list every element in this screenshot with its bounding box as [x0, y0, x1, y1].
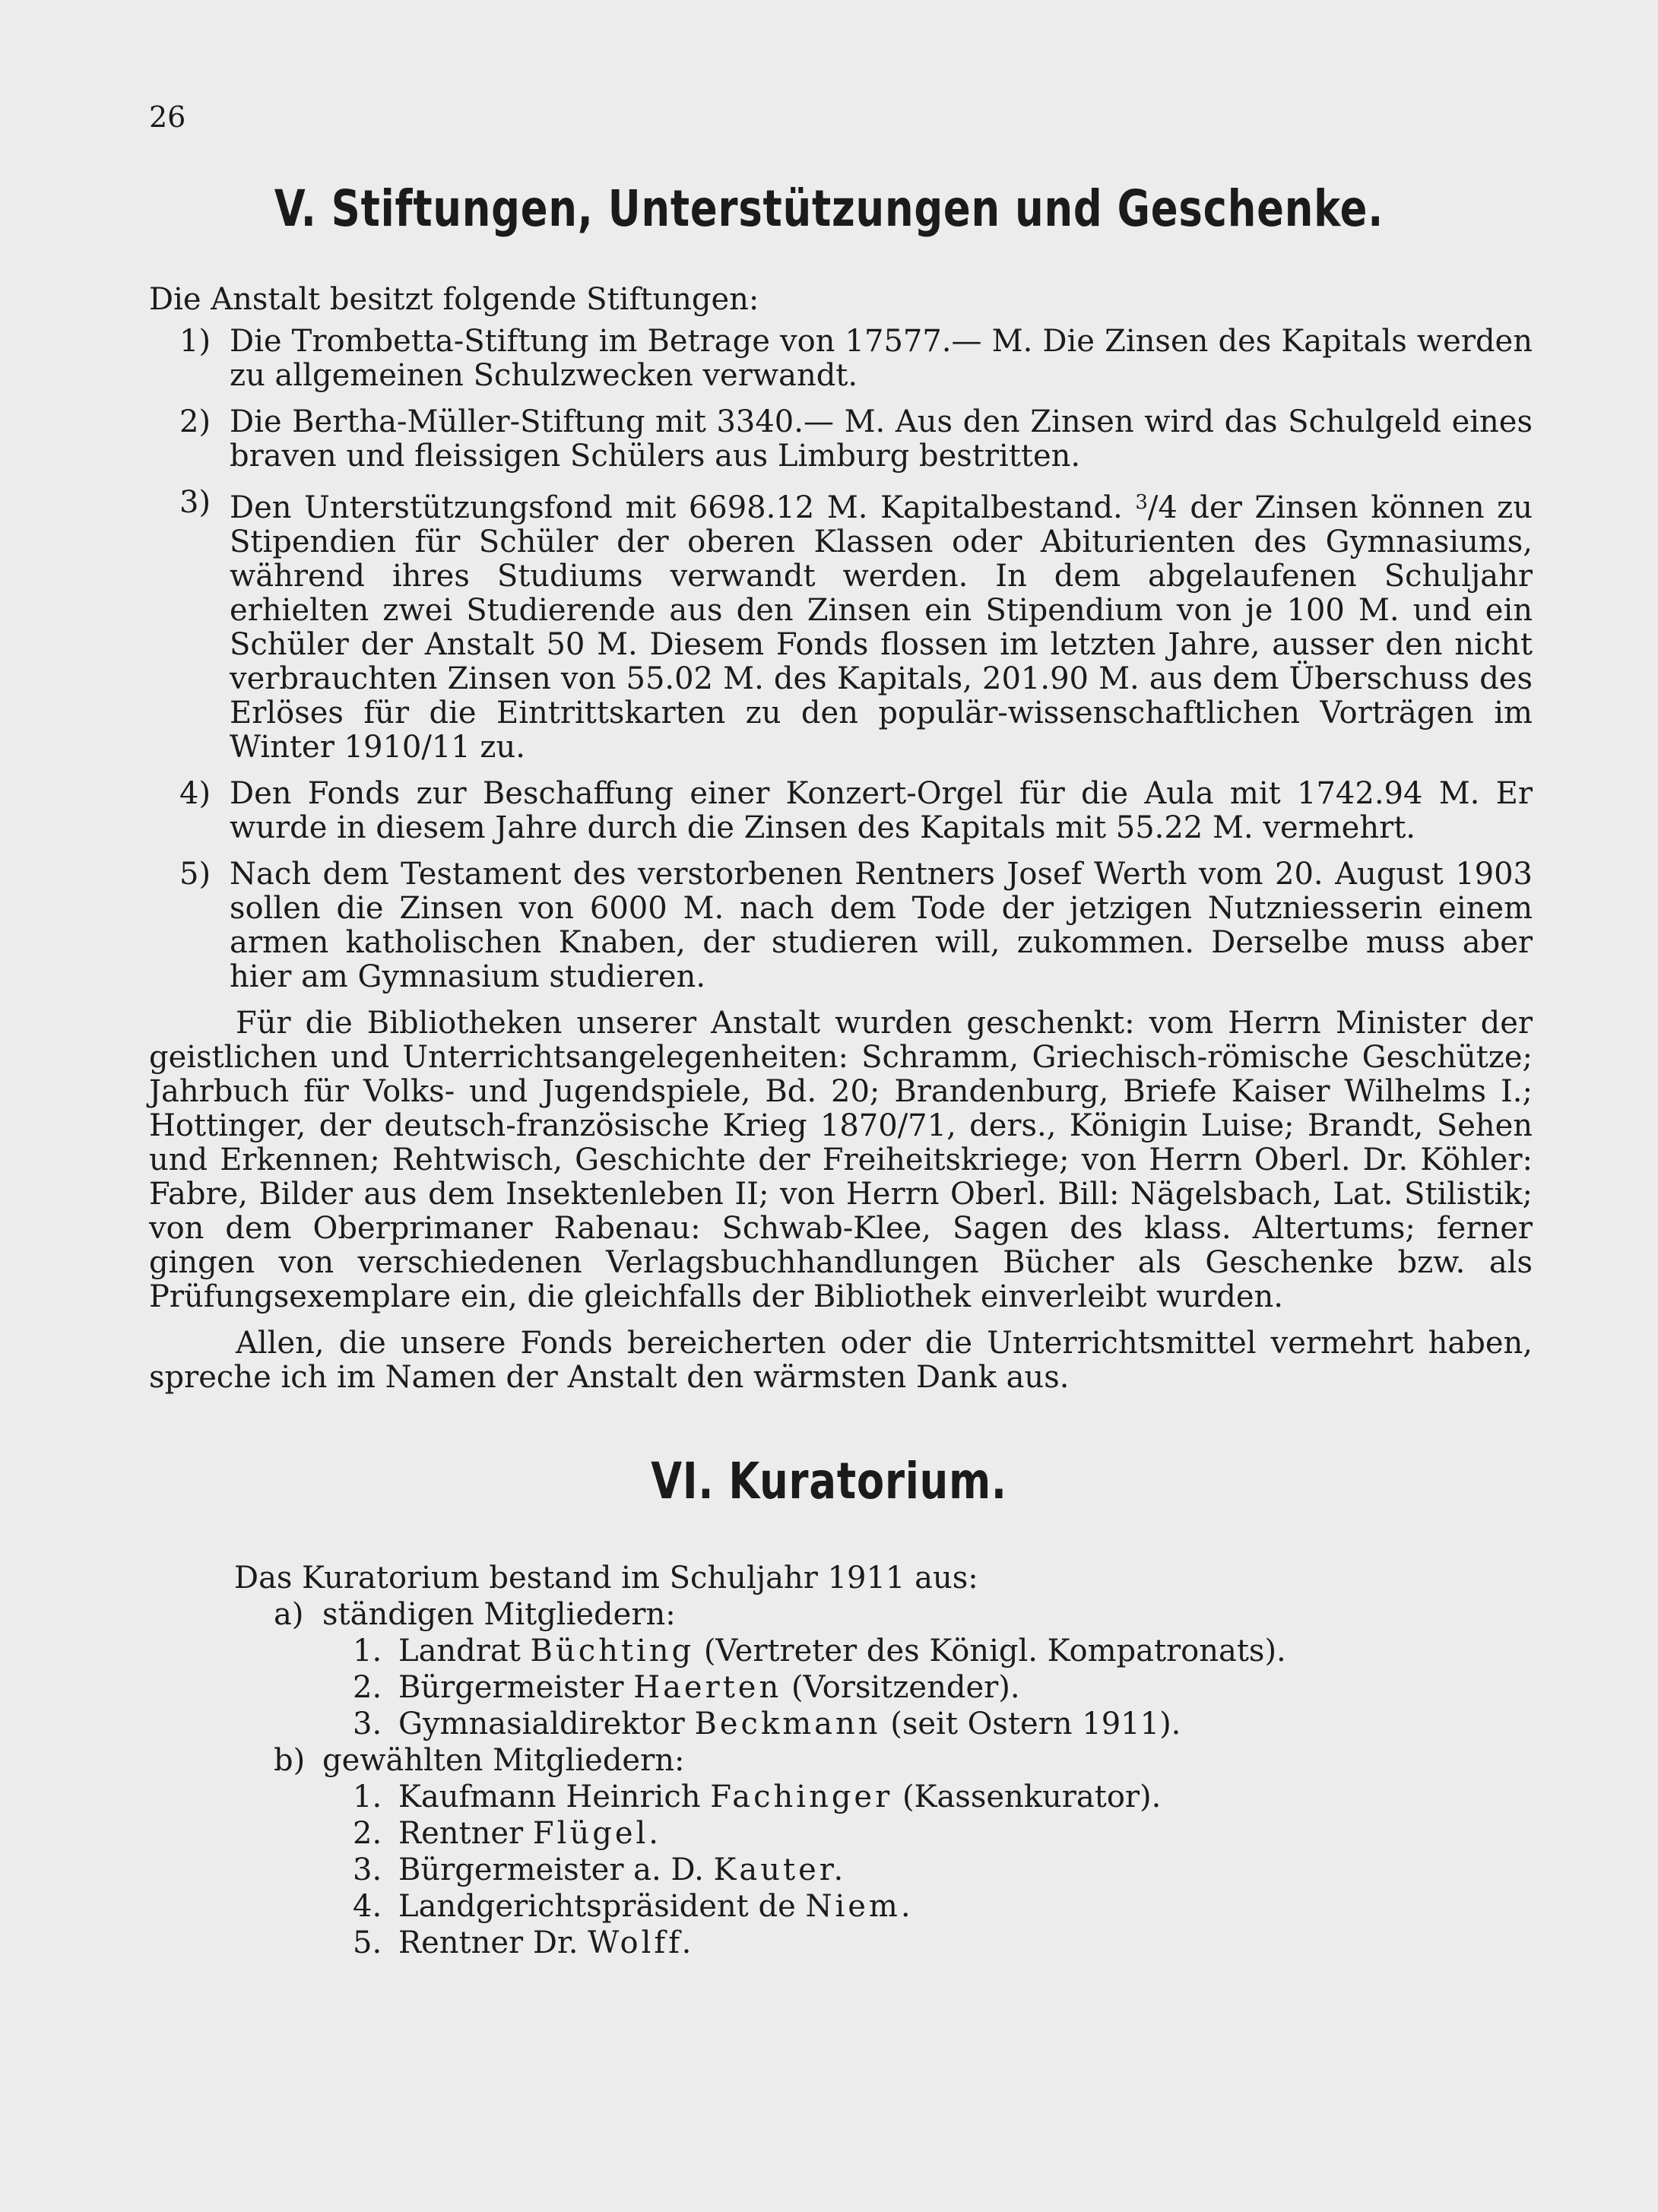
member-item [234, 1779, 1374, 1815]
member-number: 2. [353, 1816, 382, 1851]
member-name: Fachinger [710, 1779, 893, 1814]
kuratorium-list [234, 1560, 1374, 1961]
group-title: ständigen Mitgliedern: [322, 1597, 676, 1632]
member-prefix: Kaufmann Heinrich [398, 1779, 701, 1814]
item-number: 3) [179, 485, 211, 520]
member-item [234, 1852, 1374, 1888]
group-label: b) [274, 1743, 306, 1778]
item-number: 2) [179, 404, 211, 439]
group-title: gewählten Mitgliedern: [322, 1743, 685, 1778]
member-number: 3. [353, 1707, 382, 1741]
item-number: 5) [179, 857, 211, 892]
member-number: 1. [353, 1634, 382, 1669]
item-number: 4) [179, 776, 211, 811]
member-suffix: (Kassenkurator). [902, 1779, 1162, 1814]
item-text: Den Fonds zur Beschaffung einer Konzert-Orgel für die Aula mit 1742.94 M. Er wurde in diesem Jahre durch die Zinsen des Kapitals mit 55.22 M. vermehrt. [230, 776, 1533, 845]
member-item [234, 1669, 1374, 1706]
member-name: Niem. [805, 1889, 914, 1924]
member-group [234, 1596, 1374, 1633]
item-text: Nach dem Testament des verstorbenen Rentners Josef Werth vom 20. August 1903 sollen die Zinsen von 6000 M. nach dem Tode der jetzigen Nutzniesserin einem armen katholischen Knaben, der studieren will, zukommen. Derselbe muss aber hier am Gymnasium studieren. [230, 857, 1533, 994]
fraction-numerator: 3 [1135, 491, 1148, 514]
member-item [234, 1888, 1374, 1925]
foundation-item [149, 857, 1533, 994]
member-number: 2. [353, 1670, 382, 1705]
foundation-item [149, 486, 1533, 765]
member-name: Wolff. [588, 1925, 695, 1960]
member-name: Büchting [530, 1634, 695, 1669]
member-name: Haerten [633, 1670, 782, 1705]
group-label: a) [274, 1597, 304, 1632]
foundation-item [149, 777, 1533, 845]
member-prefix: Rentner [398, 1816, 524, 1851]
foundation-item [149, 325, 1533, 393]
member-group [234, 1742, 1374, 1779]
member-prefix: Rentner Dr. [398, 1925, 579, 1960]
item-text: Die Bertha-Müller-Stiftung mit 3340.— M. Aus den Zinsen wird das Schulgeld eines braven und fleissigen Schülers aus Limburg bestritten. [230, 404, 1533, 474]
section-5-title: V. Stiftungen, Unterstützungen und Geschenke. [274, 179, 1384, 238]
member-prefix: Gymnasialdirektor [398, 1707, 685, 1741]
foundation-item [149, 405, 1533, 474]
item-text: Den Unterstützungsfond mit 6698.12 M. Kapitalbestand. [230, 490, 1123, 525]
member-prefix: Bürgermeister a. D. [398, 1852, 704, 1887]
member-suffix: (Vertreter des Königl. Kompatronats). [703, 1634, 1286, 1669]
member-item [234, 1633, 1374, 1669]
member-name: Flügel. [532, 1816, 661, 1851]
member-number: 5. [353, 1925, 382, 1960]
member-prefix: Landgerichtspräsident de [398, 1889, 796, 1924]
fraction-denominator: /4 [1147, 490, 1178, 525]
member-prefix: Bürgermeister [398, 1670, 624, 1705]
item-text: der Zinsen können zu Stipendien für Schüler der oberen Klassen oder Abiturienten des Gymnasiums, während ihres Studiums verwandt werden. In dem abgelaufenen Schuljahr erhielten zwei Studierende aus den Zinsen ein Stipendium von je 100 M. und ein Schüler der Anstalt 50 M. Diesem Fonds flossen im letzten Jahre, ausser den nicht verbrauchten Zinsen von 55.02 M. des Kapitals, 201.90 M. aus dem Überschuss des Erlöses für die Eintrittskarten zu den populär-wissenschaftlichen Vorträgen im Winter 1910/11 zu. [230, 490, 1533, 765]
member-suffix: (Vorsitzender). [791, 1670, 1020, 1705]
member-number: 1. [353, 1779, 382, 1814]
library-paragraph: Für die Bibliotheken unserer Anstalt wurden geschenkt: vom Herrn Minister der geistlichen und Unterrichtsangelegenheiten: Schramm, Griechisch-römische Geschütze; Jahrbuch für Volks- und Jugendspiele, Bd. 20; Brandenburg, Briefe Kaiser Wilhelms I.; Hottinger, der deutsch-französische Krieg 1870/71, ders., Königin Luise; Brandt, Sehen und Erkennen; Rehtwisch, Geschichte der Freiheitskriege; von Herrn Oberl. Dr. Köhler: Fabre, Bilder aus dem Insektenleben II; von Herrn Oberl. Bill: Nägelsbach, Lat. Stilistik; von dem Oberprimaner Rabenau: Schwab-Klee, Sagen des klass. Altertums; ferner gingen von verschiedenen Verlagsbuchhandlungen Bücher als Geschenke bzw. als Prüfungsexemplare ein, die gleichfalls der Bibliothek einverleibt wurden. [149, 1006, 1533, 1314]
member-number: 3. [353, 1852, 382, 1887]
member-item [234, 1815, 1374, 1852]
page-number: 26 [149, 100, 186, 134]
member-number: 4. [353, 1889, 382, 1924]
member-name: Kauter. [713, 1852, 847, 1887]
section-6-title: VI. Kuratorium. [651, 1452, 1007, 1510]
stiftungen-intro: Die Anstalt besitzt folgende Stiftungen: [149, 282, 759, 317]
member-prefix: Landrat [398, 1634, 521, 1669]
thanks-paragraph: Allen, die unsere Fonds bereicherten oder die Unterrichtsmittel vermehrt haben, spreche ich im Namen der Anstalt den wärmsten Dank aus. [149, 1326, 1533, 1395]
item-text: Die Trombetta-Stiftung im Betrage von 17577.— M. Die Zinsen des Kapitals werden zu allgemeinen Schulzwecken verwandt. [230, 324, 1533, 393]
member-item [234, 1925, 1374, 1961]
member-suffix: (seit Ostern 1911). [890, 1707, 1181, 1741]
member-name: Beckmann [694, 1707, 881, 1741]
section-5-body [149, 283, 1533, 1407]
item-number: 1) [179, 324, 211, 359]
kuratorium-intro: Das Kuratorium bestand im Schuljahr 1911 aus: [234, 1561, 978, 1596]
member-item [234, 1706, 1374, 1742]
